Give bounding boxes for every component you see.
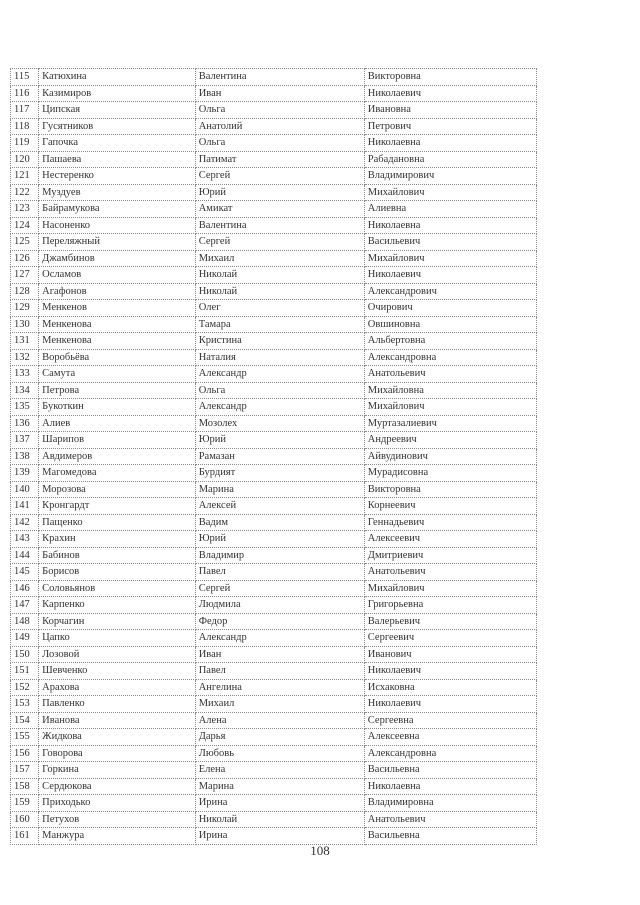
first-name-cell: Павел — [195, 564, 364, 581]
row-number-cell: 130 — [11, 316, 39, 333]
first-name-cell: Дарья — [195, 729, 364, 746]
last-name-cell: Гусятников — [39, 118, 196, 135]
table-row — [11, 184, 537, 201]
table-row — [11, 382, 537, 399]
patronymic-cell: Васильевич — [364, 234, 536, 251]
first-name-cell: Ольга — [195, 102, 364, 119]
table-row — [11, 316, 537, 333]
patronymic-cell: Овшиновна — [364, 316, 536, 333]
last-name-cell: Агафонов — [39, 283, 196, 300]
table-row — [11, 696, 537, 713]
patronymic-cell: Николаевич — [364, 696, 536, 713]
table-row — [11, 498, 537, 515]
last-name-cell: Кронгардт — [39, 498, 196, 515]
row-number-cell: 122 — [11, 184, 39, 201]
table-row — [11, 712, 537, 729]
row-number-cell: 135 — [11, 399, 39, 416]
table-row — [11, 415, 537, 432]
table-row — [11, 580, 537, 597]
patronymic-cell: Николаевна — [364, 135, 536, 152]
last-name-cell: Петухов — [39, 811, 196, 828]
patronymic-cell: Николаевич — [364, 85, 536, 102]
table-row — [11, 811, 537, 828]
patronymic-cell: Михайлович — [364, 184, 536, 201]
last-name-cell: Гапочка — [39, 135, 196, 152]
row-number-cell: 140 — [11, 481, 39, 498]
first-name-cell: Юрий — [195, 531, 364, 548]
table-row — [11, 135, 537, 152]
last-name-cell: Жидкова — [39, 729, 196, 746]
last-name-cell: Приходько — [39, 795, 196, 812]
table-row — [11, 102, 537, 119]
first-name-cell: Кристина — [195, 333, 364, 350]
row-number-cell: 147 — [11, 597, 39, 614]
patronymic-cell: Геннадьевич — [364, 514, 536, 531]
first-name-cell: Валентина — [195, 217, 364, 234]
first-name-cell: Ольга — [195, 135, 364, 152]
patronymic-cell: Сергеевна — [364, 712, 536, 729]
last-name-cell: Пашаева — [39, 151, 196, 168]
first-name-cell: Николай — [195, 267, 364, 284]
row-number-cell: 126 — [11, 250, 39, 267]
first-name-cell: Михаил — [195, 250, 364, 267]
patronymic-cell: Андреевич — [364, 432, 536, 449]
last-name-cell: Нестеренко — [39, 168, 196, 185]
table-row — [11, 745, 537, 762]
table-row — [11, 646, 537, 663]
last-name-cell: Джамбинов — [39, 250, 196, 267]
row-number-cell: 133 — [11, 366, 39, 383]
last-name-cell: Магомедова — [39, 465, 196, 482]
first-name-cell: Любовь — [195, 745, 364, 762]
row-number-cell: 153 — [11, 696, 39, 713]
row-number-cell: 118 — [11, 118, 39, 135]
row-number-cell: 145 — [11, 564, 39, 581]
row-number-cell: 161 — [11, 828, 39, 845]
patronymic-cell: Исхаковна — [364, 679, 536, 696]
table-row — [11, 85, 537, 102]
last-name-cell: Пащенко — [39, 514, 196, 531]
first-name-cell: Марина — [195, 778, 364, 795]
table-row — [11, 547, 537, 564]
row-number-cell: 121 — [11, 168, 39, 185]
last-name-cell: Менкенова — [39, 333, 196, 350]
first-name-cell: Николай — [195, 283, 364, 300]
first-name-cell: Федор — [195, 613, 364, 630]
last-name-cell: Катюхина — [39, 69, 196, 86]
last-name-cell: Шарипов — [39, 432, 196, 449]
patronymic-cell: Корнеевич — [364, 498, 536, 515]
table-row — [11, 118, 537, 135]
first-name-cell: Владимир — [195, 547, 364, 564]
patronymic-cell: Михайлович — [364, 580, 536, 597]
table-row — [11, 531, 537, 548]
patronymic-cell: Александровна — [364, 745, 536, 762]
first-name-cell: Павел — [195, 663, 364, 680]
last-name-cell: Воробьёва — [39, 349, 196, 366]
patronymic-cell: Муртазалиевич — [364, 415, 536, 432]
table-row — [11, 481, 537, 498]
last-name-cell: Борисов — [39, 564, 196, 581]
last-name-cell: Алиев — [39, 415, 196, 432]
first-name-cell: Сергей — [195, 168, 364, 185]
row-number-cell: 137 — [11, 432, 39, 449]
last-name-cell: Менкенов — [39, 300, 196, 317]
last-name-cell: Цапко — [39, 630, 196, 647]
first-name-cell: Александр — [195, 399, 364, 416]
row-number-cell: 138 — [11, 448, 39, 465]
patronymic-cell: Михайлович — [364, 399, 536, 416]
last-name-cell: Насоненко — [39, 217, 196, 234]
patronymic-cell: Алиевна — [364, 201, 536, 218]
patronymic-cell: Владимирович — [364, 168, 536, 185]
first-name-cell: Сергей — [195, 234, 364, 251]
last-name-cell: Менкенова — [39, 316, 196, 333]
first-name-cell: Мозолех — [195, 415, 364, 432]
table-row — [11, 234, 537, 251]
last-name-cell: Петрова — [39, 382, 196, 399]
row-number-cell: 120 — [11, 151, 39, 168]
table-row — [11, 828, 537, 845]
first-name-cell: Николай — [195, 811, 364, 828]
patronymic-cell: Анатольевич — [364, 564, 536, 581]
row-number-cell: 131 — [11, 333, 39, 350]
last-name-cell: Корчагин — [39, 613, 196, 630]
patronymic-cell: Николаевич — [364, 267, 536, 284]
first-name-cell: Алена — [195, 712, 364, 729]
last-name-cell: Иванова — [39, 712, 196, 729]
patronymic-cell: Дмитриевич — [364, 547, 536, 564]
row-number-cell: 151 — [11, 663, 39, 680]
patronymic-cell: Михайлович — [364, 250, 536, 267]
last-name-cell: Горкина — [39, 762, 196, 779]
person-table — [10, 68, 537, 845]
row-number-cell: 127 — [11, 267, 39, 284]
first-name-cell: Иван — [195, 646, 364, 663]
first-name-cell: Рамазан — [195, 448, 364, 465]
row-number-cell: 139 — [11, 465, 39, 482]
table-row — [11, 679, 537, 696]
first-name-cell: Вадим — [195, 514, 364, 531]
last-name-cell: Морозова — [39, 481, 196, 498]
page-number: 108 — [310, 843, 330, 858]
last-name-cell: Самута — [39, 366, 196, 383]
patronymic-cell: Васильевна — [364, 762, 536, 779]
last-name-cell: Авдимеров — [39, 448, 196, 465]
row-number-cell: 117 — [11, 102, 39, 119]
last-name-cell: Бабинов — [39, 547, 196, 564]
last-name-cell: Ципская — [39, 102, 196, 119]
table-row — [11, 399, 537, 416]
table-row — [11, 69, 537, 86]
patronymic-cell: Алексеевич — [364, 531, 536, 548]
first-name-cell: Юрий — [195, 184, 364, 201]
table-row — [11, 300, 537, 317]
patronymic-cell: Очирович — [364, 300, 536, 317]
patronymic-cell: Николаевна — [364, 778, 536, 795]
patronymic-cell: Айвудинович — [364, 448, 536, 465]
patronymic-cell: Владимировна — [364, 795, 536, 812]
patronymic-cell: Алексеевна — [364, 729, 536, 746]
table-row — [11, 630, 537, 647]
row-number-cell: 150 — [11, 646, 39, 663]
table-row — [11, 448, 537, 465]
first-name-cell: Бурдият — [195, 465, 364, 482]
patronymic-cell: Анатольевич — [364, 811, 536, 828]
row-number-cell: 142 — [11, 514, 39, 531]
table-row — [11, 778, 537, 795]
row-number-cell: 155 — [11, 729, 39, 746]
last-name-cell: Карпенко — [39, 597, 196, 614]
table-row — [11, 514, 537, 531]
table-row — [11, 432, 537, 449]
table-row — [11, 283, 537, 300]
first-name-cell: Наталия — [195, 349, 364, 366]
last-name-cell: Крахин — [39, 531, 196, 548]
last-name-cell: Байрамукова — [39, 201, 196, 218]
table-row — [11, 762, 537, 779]
last-name-cell: Переляжный — [39, 234, 196, 251]
first-name-cell: Александр — [195, 630, 364, 647]
first-name-cell: Михаил — [195, 696, 364, 713]
first-name-cell: Ирина — [195, 795, 364, 812]
first-name-cell: Александр — [195, 366, 364, 383]
table-row — [11, 349, 537, 366]
row-number-cell: 119 — [11, 135, 39, 152]
row-number-cell: 160 — [11, 811, 39, 828]
row-number-cell: 116 — [11, 85, 39, 102]
first-name-cell: Валентина — [195, 69, 364, 86]
table-row — [11, 564, 537, 581]
last-name-cell: Букоткин — [39, 399, 196, 416]
first-name-cell: Марина — [195, 481, 364, 498]
table-row — [11, 201, 537, 218]
patronymic-cell: Иванович — [364, 646, 536, 663]
row-number-cell: 146 — [11, 580, 39, 597]
table-row — [11, 795, 537, 812]
row-number-cell: 132 — [11, 349, 39, 366]
first-name-cell: Тамара — [195, 316, 364, 333]
table-row — [11, 613, 537, 630]
last-name-cell: Сердюкова — [39, 778, 196, 795]
last-name-cell: Говорова — [39, 745, 196, 762]
row-number-cell: 157 — [11, 762, 39, 779]
table-row — [11, 250, 537, 267]
first-name-cell: Юрий — [195, 432, 364, 449]
first-name-cell: Людмила — [195, 597, 364, 614]
row-number-cell: 152 — [11, 679, 39, 696]
table-row — [11, 597, 537, 614]
person-table-body — [11, 69, 537, 845]
row-number-cell: 158 — [11, 778, 39, 795]
last-name-cell: Арахова — [39, 679, 196, 696]
table-row — [11, 151, 537, 168]
patronymic-cell: Александровна — [364, 349, 536, 366]
table-row — [11, 729, 537, 746]
row-number-cell: 143 — [11, 531, 39, 548]
last-name-cell: Манжура — [39, 828, 196, 845]
last-name-cell: Лозовой — [39, 646, 196, 663]
row-number-cell: 123 — [11, 201, 39, 218]
row-number-cell: 136 — [11, 415, 39, 432]
patronymic-cell: Николаевна — [364, 217, 536, 234]
row-number-cell: 159 — [11, 795, 39, 812]
first-name-cell: Иван — [195, 85, 364, 102]
patronymic-cell: Рабадановна — [364, 151, 536, 168]
row-number-cell: 115 — [11, 69, 39, 86]
table-row — [11, 217, 537, 234]
row-number-cell: 128 — [11, 283, 39, 300]
patronymic-cell: Викторовна — [364, 481, 536, 498]
patronymic-cell: Сергеевич — [364, 630, 536, 647]
row-number-cell: 144 — [11, 547, 39, 564]
patronymic-cell: Анатольевич — [364, 366, 536, 383]
first-name-cell: Сергей — [195, 580, 364, 597]
row-number-cell: 148 — [11, 613, 39, 630]
first-name-cell: Анатолий — [195, 118, 364, 135]
patronymic-cell: Ивановна — [364, 102, 536, 119]
patronymic-cell: Валерьевич — [364, 613, 536, 630]
last-name-cell: Шевченко — [39, 663, 196, 680]
patronymic-cell: Александрович — [364, 283, 536, 300]
table-row — [11, 333, 537, 350]
row-number-cell: 149 — [11, 630, 39, 647]
last-name-cell: Павленко — [39, 696, 196, 713]
first-name-cell: Амикат — [195, 201, 364, 218]
last-name-cell: Осламов — [39, 267, 196, 284]
row-number-cell: 156 — [11, 745, 39, 762]
patronymic-cell: Николаевич — [364, 663, 536, 680]
last-name-cell: Муздуев — [39, 184, 196, 201]
first-name-cell: Елена — [195, 762, 364, 779]
first-name-cell: Патимат — [195, 151, 364, 168]
first-name-cell: Олег — [195, 300, 364, 317]
patronymic-cell: Викторовна — [364, 69, 536, 86]
row-number-cell: 124 — [11, 217, 39, 234]
table-row — [11, 168, 537, 185]
row-number-cell: 125 — [11, 234, 39, 251]
row-number-cell: 129 — [11, 300, 39, 317]
last-name-cell: Соловьянов — [39, 580, 196, 597]
row-number-cell: 141 — [11, 498, 39, 515]
first-name-cell: Алексей — [195, 498, 364, 515]
patronymic-cell: Альбертовна — [364, 333, 536, 350]
patronymic-cell: Петрович — [364, 118, 536, 135]
patronymic-cell: Григорьевна — [364, 597, 536, 614]
first-name-cell: Ольга — [195, 382, 364, 399]
row-number-cell: 154 — [11, 712, 39, 729]
row-number-cell: 134 — [11, 382, 39, 399]
first-name-cell: Ангелина — [195, 679, 364, 696]
table-row — [11, 663, 537, 680]
last-name-cell: Казимиров — [39, 85, 196, 102]
table-row — [11, 366, 537, 383]
patronymic-cell: Михайловна — [364, 382, 536, 399]
patronymic-cell: Васильевна — [364, 828, 536, 845]
first-name-cell: Ирина — [195, 828, 364, 845]
table-row — [11, 465, 537, 482]
table-row — [11, 267, 537, 284]
patronymic-cell: Мурадисовна — [364, 465, 536, 482]
